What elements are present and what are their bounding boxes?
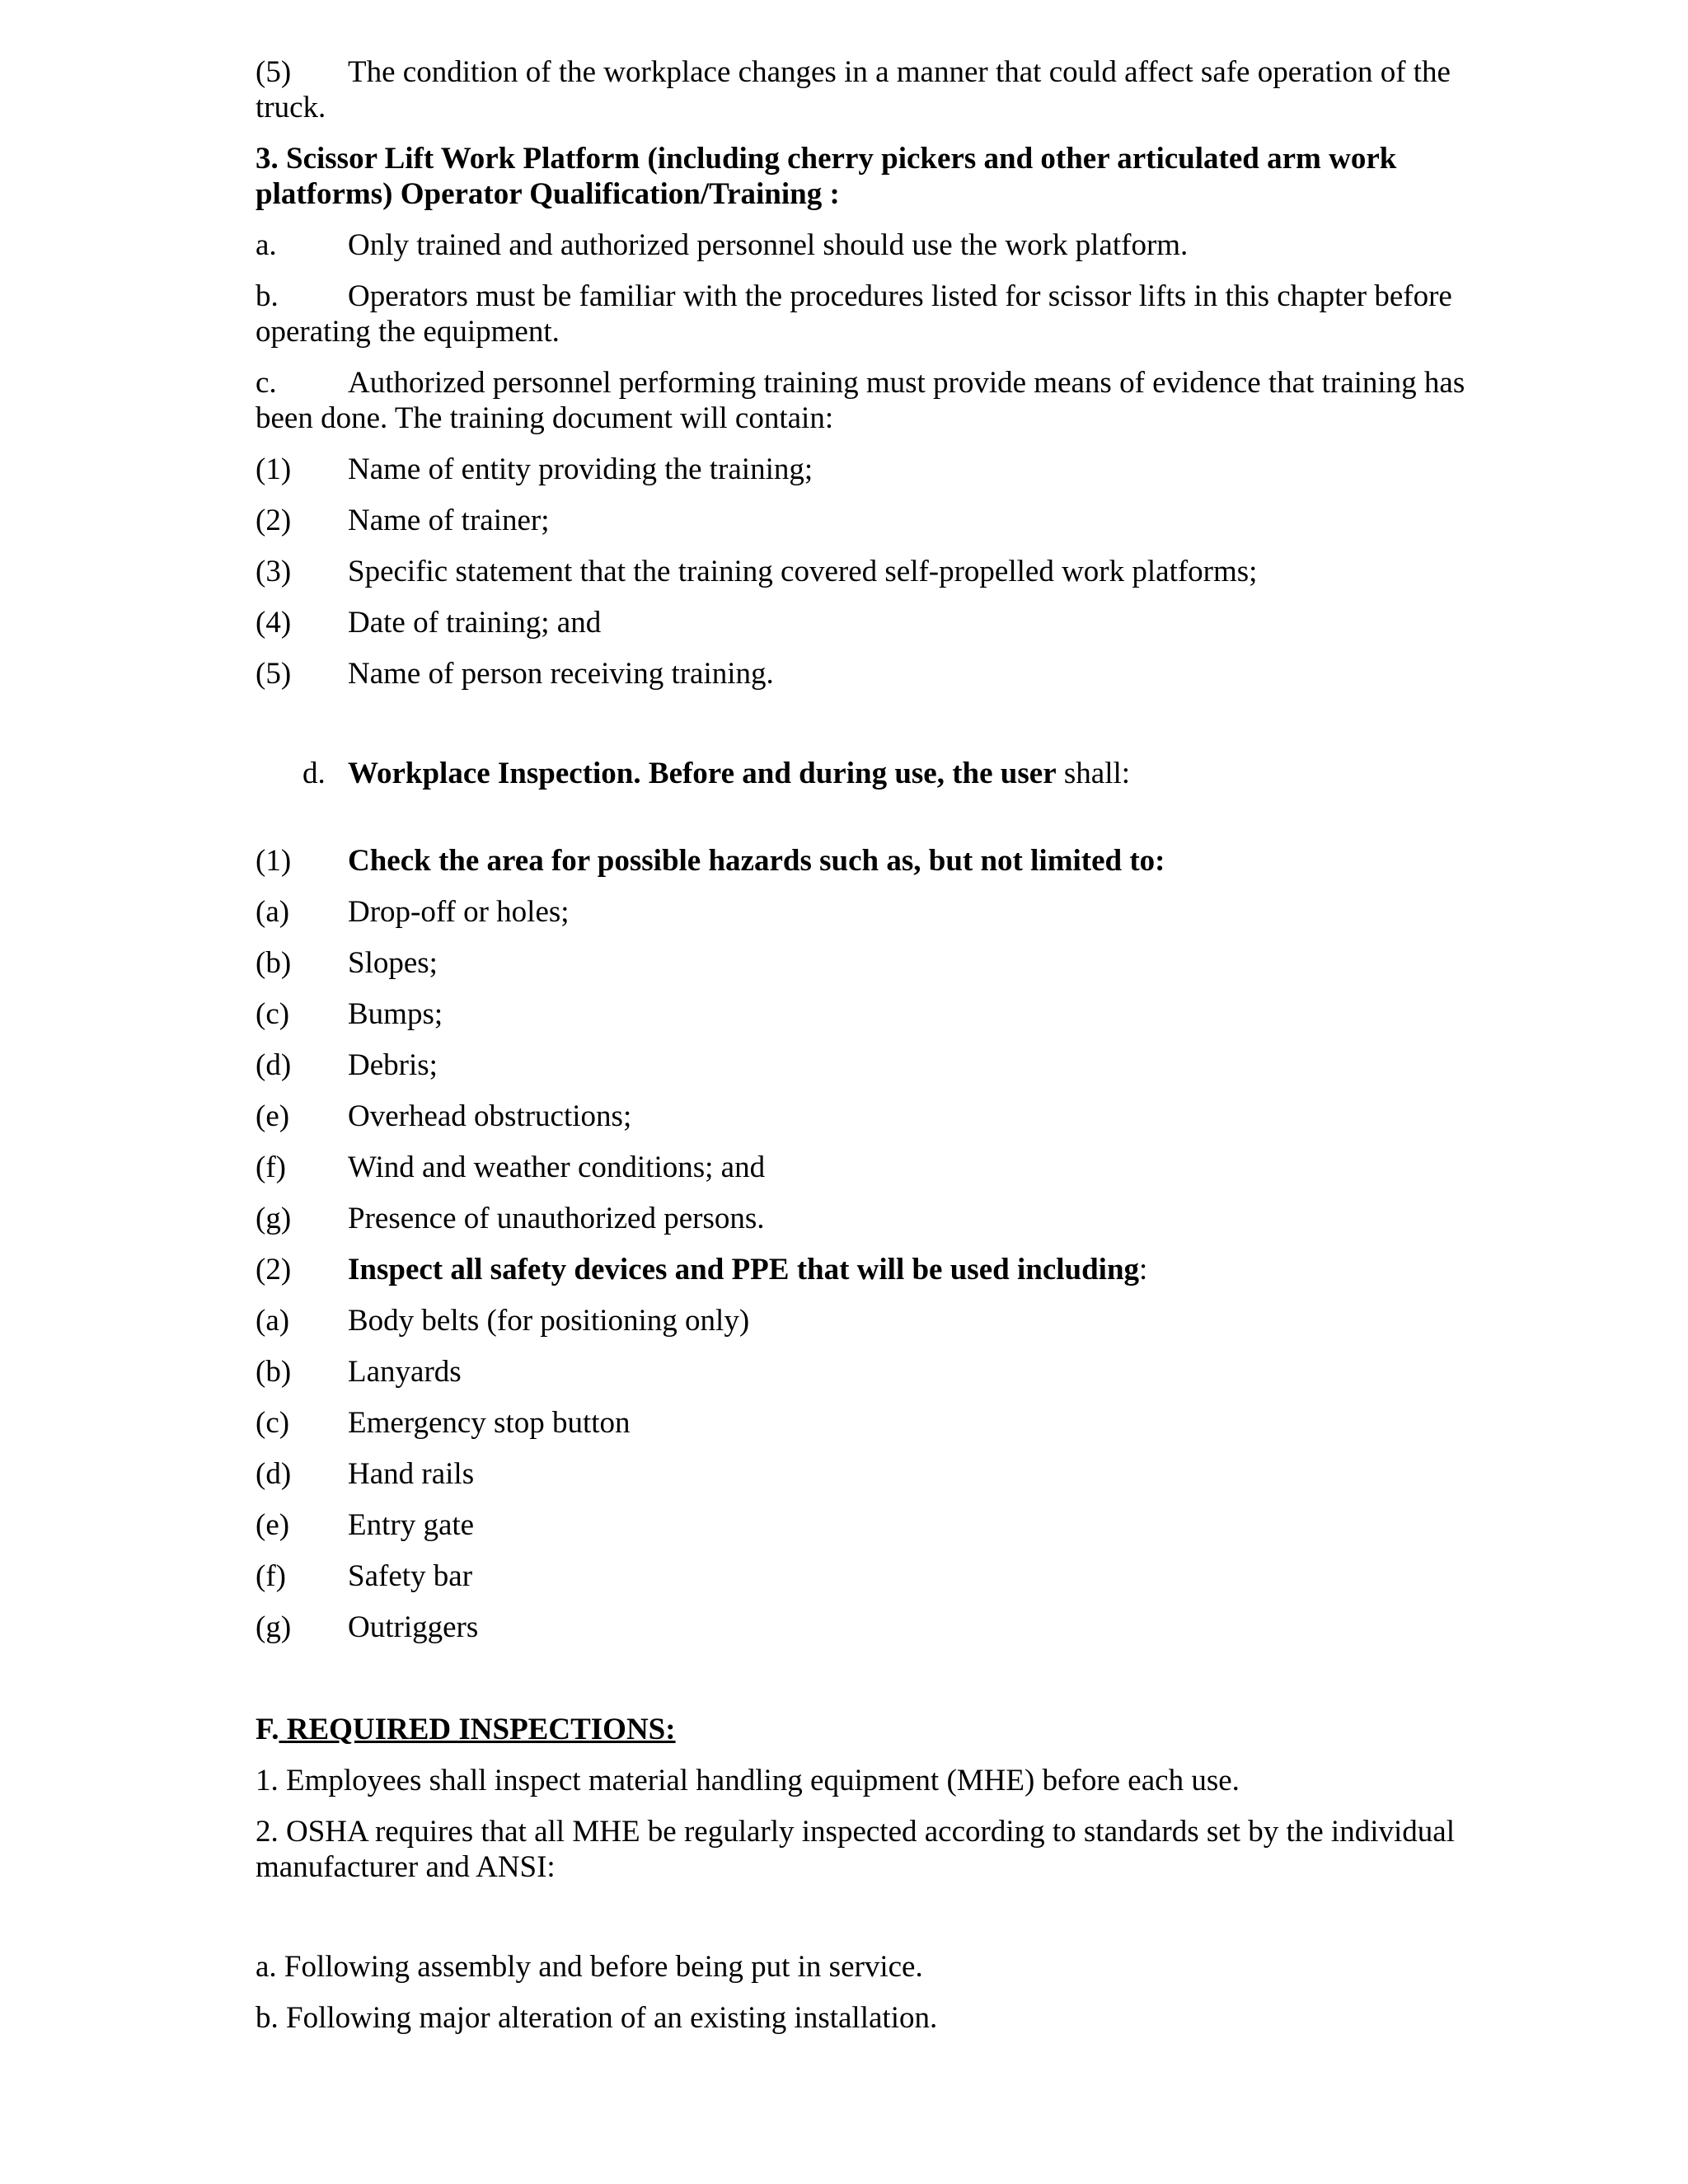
item-label: (5) xyxy=(256,657,292,691)
paragraph-item-5 xyxy=(256,54,1492,125)
item-label: (1) xyxy=(256,452,292,486)
item-label: (d) xyxy=(256,1457,292,1491)
item-text: Name of entity providing the training; xyxy=(348,452,814,486)
item-text: Overhead obstructions; xyxy=(348,1099,632,1133)
item-text: Name of person receiving training. xyxy=(348,657,774,691)
item-label: (e) xyxy=(256,1099,290,1133)
item-text: Wind and weather conditions; and xyxy=(348,1151,766,1184)
item-text: shall: xyxy=(1056,757,1131,790)
item-label: (b) xyxy=(256,1355,292,1389)
item-text: Safety bar xyxy=(348,1559,473,1593)
item-label: (d) xyxy=(256,1048,292,1082)
sec3-item-a xyxy=(256,227,1492,263)
item-text: Entry gate xyxy=(348,1508,475,1542)
item-label: (2) xyxy=(256,1253,292,1286)
item-bold-text: Workplace Inspection. Before and during use, the user xyxy=(348,757,1057,790)
item-text: Body belts (for positioning only) xyxy=(348,1304,750,1338)
item-text: Specific statement that the training covered self-propelled work platforms; xyxy=(348,555,1258,588)
item-text: Outriggers xyxy=(348,1610,479,1644)
item-text: Authorized personnel performing training must provide means of evidence that training has been done. The training document will contain: xyxy=(256,366,1465,435)
item-bold-text: Inspect all safety devices and PPE that will be used including xyxy=(348,1253,1140,1286)
sec3-item-b xyxy=(256,279,1492,349)
item-label: (c) xyxy=(256,1406,290,1440)
item-text: Name of trainer; xyxy=(348,504,550,537)
item-label: (g) xyxy=(256,1610,292,1644)
f-item-2: 2. OSHA requires that all MHE be regularly inspected according to standards set by the individual manufacturer and ANSI: xyxy=(256,1815,1455,1884)
section-f-title: REQUIRED INSPECTIONS: xyxy=(279,1713,676,1746)
item-text: Check the area for possible hazards such as, but not limited to: xyxy=(348,844,1165,878)
item-text: Bumps; xyxy=(348,997,443,1031)
item-text: Emergency stop button xyxy=(348,1406,631,1440)
item-label: (b) xyxy=(256,946,292,980)
f-sub-item-a: a. Following assembly and before being put in service. xyxy=(256,1950,923,1984)
item-label: (f) xyxy=(256,1151,286,1184)
item-label: (f) xyxy=(256,1559,286,1593)
f-sub-item-b: b. Following major alteration of an existing installation. xyxy=(256,2001,938,2035)
item-label: (e) xyxy=(256,1508,290,1542)
item-label: (4) xyxy=(256,606,292,640)
section-3-heading: 3. Scissor Lift Work Platform (including cherry pickers and other articulated arm work platforms) Operator Qualification/Training : xyxy=(256,142,1397,211)
item-label: (g) xyxy=(256,1202,292,1235)
item-label: (c) xyxy=(256,997,290,1031)
item-label: (a) xyxy=(256,895,290,929)
item-label: a. xyxy=(256,228,277,262)
section-f-prefix: F. xyxy=(256,1713,279,1746)
f-item-1: 1. Employees shall inspect material handling equipment (MHE) before each use. xyxy=(256,1764,1240,1797)
item-text: Debris; xyxy=(348,1048,438,1082)
item-text: Slopes; xyxy=(348,946,438,980)
item-text: Hand rails xyxy=(348,1457,475,1491)
item-text: Operators must be familiar with the procedures listed for scissor lifts in this chapter before operating the equipment. xyxy=(256,279,1452,349)
item-label: (5) xyxy=(256,55,292,89)
item-text: Lanyards xyxy=(348,1355,462,1389)
item-text: The condition of the workplace changes in a manner that could affect safe operation of the truck. xyxy=(256,55,1451,124)
item-label: (1) xyxy=(256,844,292,878)
item-label: (2) xyxy=(256,504,292,537)
sec3-item-c xyxy=(256,365,1492,436)
item-text: : xyxy=(1139,1253,1148,1286)
item-text: Date of training; and xyxy=(348,606,602,640)
item-text: Presence of unauthorized persons. xyxy=(348,1202,765,1235)
item-label: b. xyxy=(256,279,279,313)
item-label: d. xyxy=(302,757,326,790)
item-label: (a) xyxy=(256,1304,290,1338)
item-text: Only trained and authorized personnel should use the work platform. xyxy=(348,228,1189,262)
section-f-heading xyxy=(256,1712,1492,1747)
item-text: Drop-off or holes; xyxy=(348,895,570,929)
item-label: (3) xyxy=(256,555,292,588)
item-label: c. xyxy=(256,366,277,400)
